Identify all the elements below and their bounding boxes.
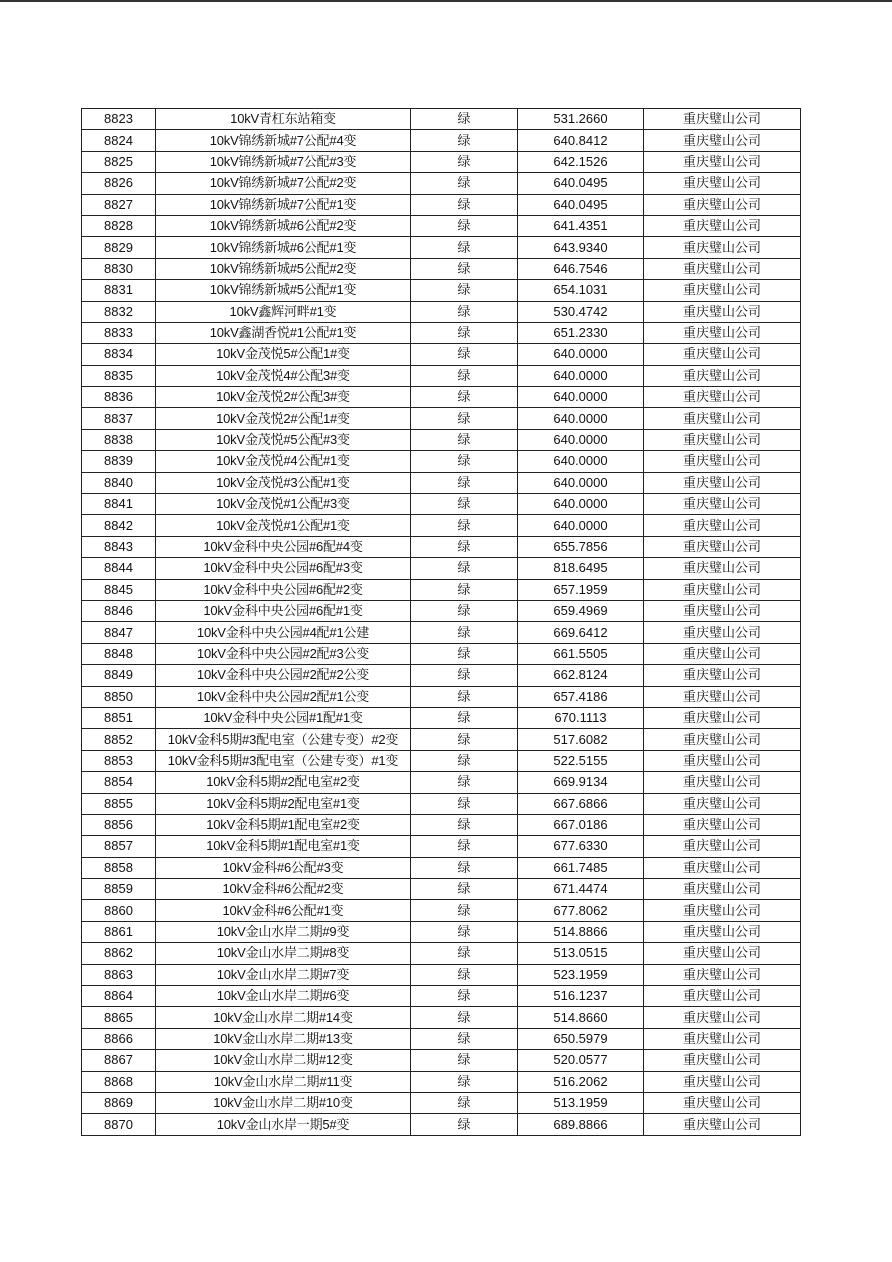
transformer-name-cell: 10kV金科中央公园#6配#2变	[156, 579, 411, 600]
row-id-cell: 8824	[82, 130, 156, 151]
transformer-name-cell: 10kV锦绣新城#6公配#2变	[156, 215, 411, 236]
row-id-cell: 8831	[82, 280, 156, 301]
color-label-cell: 绿	[411, 387, 518, 408]
company-cell: 重庆璧山公司	[644, 686, 801, 707]
company-cell: 重庆璧山公司	[644, 900, 801, 921]
table-row	[82, 900, 801, 921]
color-label-cell: 绿	[411, 900, 518, 921]
table-row	[82, 387, 801, 408]
row-id-cell: 8849	[82, 665, 156, 686]
transformer-name-cell: 10kV金茂悦#5公配#3变	[156, 429, 411, 450]
transformer-name-cell: 10kV金科5期#3配电室（公建专变）#1变	[156, 750, 411, 771]
table-row	[82, 857, 801, 878]
row-id-cell: 8863	[82, 964, 156, 985]
table-row	[82, 408, 801, 429]
row-id-cell: 8856	[82, 814, 156, 835]
row-id-cell: 8859	[82, 879, 156, 900]
transformer-name-cell: 10kV金科中央公园#4配#1公建	[156, 622, 411, 643]
transformer-name-cell: 10kV金科中央公园#6配#4变	[156, 536, 411, 557]
row-id-cell: 8869	[82, 1092, 156, 1113]
value-cell: 523.1959	[518, 964, 644, 985]
company-cell: 重庆璧山公司	[644, 665, 801, 686]
row-id-cell: 8862	[82, 943, 156, 964]
row-id-cell: 8836	[82, 387, 156, 408]
value-cell: 689.8866	[518, 1114, 644, 1135]
color-label-cell: 绿	[411, 814, 518, 835]
company-cell: 重庆璧山公司	[644, 173, 801, 194]
transformer-name-cell: 10kV锦绣新城#5公配#1变	[156, 280, 411, 301]
transformer-name-cell: 10kV金茂悦#1公配#3变	[156, 494, 411, 515]
table-row	[82, 322, 801, 343]
table-row	[82, 151, 801, 172]
table-row	[82, 1071, 801, 1092]
color-label-cell: 绿	[411, 322, 518, 343]
row-id-cell: 8850	[82, 686, 156, 707]
company-cell: 重庆璧山公司	[644, 215, 801, 236]
table-row	[82, 600, 801, 621]
table-row	[82, 707, 801, 728]
row-id-cell: 8826	[82, 173, 156, 194]
row-id-cell: 8860	[82, 900, 156, 921]
transformer-name-cell: 10kV金茂悦2#公配3#变	[156, 387, 411, 408]
company-cell: 重庆璧山公司	[644, 986, 801, 1007]
company-cell: 重庆璧山公司	[644, 1071, 801, 1092]
company-cell: 重庆璧山公司	[644, 536, 801, 557]
value-cell: 530.4742	[518, 301, 644, 322]
value-cell: 640.0495	[518, 194, 644, 215]
color-label-cell: 绿	[411, 600, 518, 621]
table-row	[82, 280, 801, 301]
row-id-cell: 8834	[82, 344, 156, 365]
table-row	[82, 365, 801, 386]
table-row	[82, 536, 801, 557]
color-label-cell: 绿	[411, 793, 518, 814]
transformer-name-cell: 10kV金科中央公园#6配#1变	[156, 600, 411, 621]
row-id-cell: 8832	[82, 301, 156, 322]
value-cell: 654.1031	[518, 280, 644, 301]
company-cell: 重庆璧山公司	[644, 109, 801, 130]
company-cell: 重庆璧山公司	[644, 429, 801, 450]
transformer-name-cell: 10kV锦绣新城#5公配#2变	[156, 258, 411, 279]
value-cell: 516.2062	[518, 1071, 644, 1092]
company-cell: 重庆璧山公司	[644, 515, 801, 536]
value-cell: 642.1526	[518, 151, 644, 172]
table-row	[82, 643, 801, 664]
table-row	[82, 301, 801, 322]
table-row	[82, 750, 801, 771]
color-label-cell: 绿	[411, 772, 518, 793]
transformer-name-cell: 10kV锦绣新城#7公配#1变	[156, 194, 411, 215]
table-row	[82, 344, 801, 365]
value-cell: 640.0000	[518, 451, 644, 472]
value-cell: 522.5155	[518, 750, 644, 771]
row-id-cell: 8864	[82, 986, 156, 1007]
table-row	[82, 173, 801, 194]
row-id-cell: 8837	[82, 408, 156, 429]
table-row	[82, 1007, 801, 1028]
transformer-name-cell: 10kV金茂悦#1公配#1变	[156, 515, 411, 536]
transformer-name-cell: 10kV金科5期#1配电室#1变	[156, 836, 411, 857]
value-cell: 514.8866	[518, 921, 644, 942]
transformer-name-cell: 10kV金科5期#2配电室#2变	[156, 772, 411, 793]
company-cell: 重庆璧山公司	[644, 857, 801, 878]
table-row	[82, 1092, 801, 1113]
table-row	[82, 215, 801, 236]
table-row	[82, 515, 801, 536]
color-label-cell: 绿	[411, 622, 518, 643]
table-row	[82, 130, 801, 151]
value-cell: 640.0000	[518, 387, 644, 408]
row-id-cell: 8858	[82, 857, 156, 878]
company-cell: 重庆璧山公司	[644, 301, 801, 322]
transformer-name-cell: 10kV金山水岸二期#10变	[156, 1092, 411, 1113]
row-id-cell: 8830	[82, 258, 156, 279]
transformer-name-cell: 10kV锦绣新城#6公配#1变	[156, 237, 411, 258]
company-cell: 重庆璧山公司	[644, 472, 801, 493]
table-row	[82, 1028, 801, 1049]
company-cell: 重庆璧山公司	[644, 707, 801, 728]
company-cell: 重庆璧山公司	[644, 772, 801, 793]
row-id-cell: 8867	[82, 1050, 156, 1071]
row-id-cell: 8829	[82, 237, 156, 258]
table-row	[82, 964, 801, 985]
company-cell: 重庆璧山公司	[644, 622, 801, 643]
transformer-name-cell: 10kV金茂悦4#公配3#变	[156, 365, 411, 386]
company-cell: 重庆璧山公司	[644, 1007, 801, 1028]
table-row	[82, 814, 801, 835]
color-label-cell: 绿	[411, 1050, 518, 1071]
color-label-cell: 绿	[411, 750, 518, 771]
value-cell: 650.5979	[518, 1028, 644, 1049]
company-cell: 重庆璧山公司	[644, 579, 801, 600]
color-label-cell: 绿	[411, 1071, 518, 1092]
table-row	[82, 686, 801, 707]
transformer-name-cell: 10kV金科5期#1配电室#2变	[156, 814, 411, 835]
transformer-name-cell: 10kV金茂悦5#公配1#变	[156, 344, 411, 365]
table-row	[82, 472, 801, 493]
table-row	[82, 579, 801, 600]
transformer-name-cell: 10kV金山水岸二期#14变	[156, 1007, 411, 1028]
row-id-cell: 8844	[82, 558, 156, 579]
color-label-cell: 绿	[411, 579, 518, 600]
row-id-cell: 8848	[82, 643, 156, 664]
color-label-cell: 绿	[411, 986, 518, 1007]
color-label-cell: 绿	[411, 536, 518, 557]
transformer-name-cell: 10kV金科5期#3配电室（公建专变）#2变	[156, 729, 411, 750]
table-row	[82, 921, 801, 942]
transformer-name-cell: 10kV金科中央公园#2配#1公变	[156, 686, 411, 707]
color-label-cell: 绿	[411, 301, 518, 322]
transformer-name-cell: 10kV金山水岸二期#11变	[156, 1071, 411, 1092]
color-label-cell: 绿	[411, 494, 518, 515]
transformer-table	[81, 108, 801, 1136]
value-cell: 655.7856	[518, 536, 644, 557]
value-cell: 516.1237	[518, 986, 644, 1007]
color-label-cell: 绿	[411, 1007, 518, 1028]
color-label-cell: 绿	[411, 921, 518, 942]
company-cell: 重庆璧山公司	[644, 836, 801, 857]
row-id-cell: 8854	[82, 772, 156, 793]
value-cell: 640.0000	[518, 365, 644, 386]
row-id-cell: 8845	[82, 579, 156, 600]
color-label-cell: 绿	[411, 109, 518, 130]
company-cell: 重庆璧山公司	[644, 943, 801, 964]
company-cell: 重庆璧山公司	[644, 280, 801, 301]
color-label-cell: 绿	[411, 472, 518, 493]
table-row	[82, 109, 801, 130]
value-cell: 646.7546	[518, 258, 644, 279]
page-top-rule	[0, 0, 892, 2]
company-cell: 重庆璧山公司	[644, 814, 801, 835]
row-id-cell: 8866	[82, 1028, 156, 1049]
value-cell: 651.2330	[518, 322, 644, 343]
row-id-cell: 8825	[82, 151, 156, 172]
value-cell: 640.0000	[518, 494, 644, 515]
color-label-cell: 绿	[411, 836, 518, 857]
transformer-name-cell: 10kV青杠东站箱变	[156, 109, 411, 130]
transformer-name-cell: 10kV金山水岸二期#13变	[156, 1028, 411, 1049]
table-row	[82, 1050, 801, 1071]
table-row	[82, 494, 801, 515]
table-row	[82, 451, 801, 472]
transformer-name-cell: 10kV金科#6公配#3变	[156, 857, 411, 878]
value-cell: 677.6330	[518, 836, 644, 857]
value-cell: 514.8660	[518, 1007, 644, 1028]
row-id-cell: 8846	[82, 600, 156, 621]
row-id-cell: 8842	[82, 515, 156, 536]
value-cell: 669.6412	[518, 622, 644, 643]
value-cell: 640.0000	[518, 429, 644, 450]
value-cell: 670.1113	[518, 707, 644, 728]
row-id-cell: 8847	[82, 622, 156, 643]
value-cell: 661.7485	[518, 857, 644, 878]
company-cell: 重庆璧山公司	[644, 921, 801, 942]
company-cell: 重庆璧山公司	[644, 793, 801, 814]
company-cell: 重庆璧山公司	[644, 558, 801, 579]
company-cell: 重庆璧山公司	[644, 1114, 801, 1135]
company-cell: 重庆璧山公司	[644, 729, 801, 750]
company-cell: 重庆璧山公司	[644, 1092, 801, 1113]
table-row	[82, 986, 801, 1007]
color-label-cell: 绿	[411, 729, 518, 750]
color-label-cell: 绿	[411, 515, 518, 536]
transformer-name-cell: 10kV金山水岸二期#8变	[156, 943, 411, 964]
color-label-cell: 绿	[411, 451, 518, 472]
row-id-cell: 8870	[82, 1114, 156, 1135]
transformer-name-cell: 10kV金山水岸二期#12变	[156, 1050, 411, 1071]
row-id-cell: 8851	[82, 707, 156, 728]
value-cell: 671.4474	[518, 879, 644, 900]
table-row	[82, 943, 801, 964]
company-cell: 重庆璧山公司	[644, 1050, 801, 1071]
color-label-cell: 绿	[411, 429, 518, 450]
company-cell: 重庆璧山公司	[644, 1028, 801, 1049]
row-id-cell: 8828	[82, 215, 156, 236]
value-cell: 640.0000	[518, 344, 644, 365]
row-id-cell: 8861	[82, 921, 156, 942]
value-cell: 640.0000	[518, 515, 644, 536]
company-cell: 重庆璧山公司	[644, 151, 801, 172]
color-label-cell: 绿	[411, 964, 518, 985]
table-row	[82, 258, 801, 279]
color-label-cell: 绿	[411, 344, 518, 365]
color-label-cell: 绿	[411, 130, 518, 151]
transformer-name-cell: 10kV金茂悦2#公配1#变	[156, 408, 411, 429]
value-cell: 677.8062	[518, 900, 644, 921]
color-label-cell: 绿	[411, 1028, 518, 1049]
table-row	[82, 429, 801, 450]
transformer-name-cell: 10kV金科中央公园#1配#1变	[156, 707, 411, 728]
color-label-cell: 绿	[411, 879, 518, 900]
row-id-cell: 8827	[82, 194, 156, 215]
row-id-cell: 8868	[82, 1071, 156, 1092]
row-id-cell: 8853	[82, 750, 156, 771]
value-cell: 667.0186	[518, 814, 644, 835]
color-label-cell: 绿	[411, 1114, 518, 1135]
table-body	[82, 109, 801, 1136]
color-label-cell: 绿	[411, 558, 518, 579]
value-cell: 659.4969	[518, 600, 644, 621]
transformer-name-cell: 10kV锦绣新城#7公配#4变	[156, 130, 411, 151]
company-cell: 重庆璧山公司	[644, 643, 801, 664]
value-cell: 667.6866	[518, 793, 644, 814]
color-label-cell: 绿	[411, 943, 518, 964]
row-id-cell: 8833	[82, 322, 156, 343]
row-id-cell: 8865	[82, 1007, 156, 1028]
transformer-name-cell: 10kV锦绣新城#7公配#2变	[156, 173, 411, 194]
company-cell: 重庆璧山公司	[644, 964, 801, 985]
value-cell: 640.0495	[518, 173, 644, 194]
company-cell: 重庆璧山公司	[644, 879, 801, 900]
value-cell: 517.6082	[518, 729, 644, 750]
color-label-cell: 绿	[411, 194, 518, 215]
color-label-cell: 绿	[411, 173, 518, 194]
company-cell: 重庆璧山公司	[644, 130, 801, 151]
table-row	[82, 194, 801, 215]
value-cell: 641.4351	[518, 215, 644, 236]
transformer-name-cell: 10kV金科#6公配#1变	[156, 900, 411, 921]
company-cell: 重庆璧山公司	[644, 258, 801, 279]
transformer-name-cell: 10kV金科中央公园#6配#3变	[156, 558, 411, 579]
company-cell: 重庆璧山公司	[644, 750, 801, 771]
row-id-cell: 8839	[82, 451, 156, 472]
transformer-name-cell: 10kV鑫辉河畔#1变	[156, 301, 411, 322]
color-label-cell: 绿	[411, 686, 518, 707]
color-label-cell: 绿	[411, 215, 518, 236]
color-label-cell: 绿	[411, 643, 518, 664]
company-cell: 重庆璧山公司	[644, 237, 801, 258]
value-cell: 640.8412	[518, 130, 644, 151]
table-row	[82, 729, 801, 750]
row-id-cell: 8841	[82, 494, 156, 515]
transformer-name-cell: 10kV金山水岸一期5#变	[156, 1114, 411, 1135]
transformer-name-cell: 10kV鑫湖香悦#1公配#1变	[156, 322, 411, 343]
table-row	[82, 879, 801, 900]
transformer-name-cell: 10kV金科#6公配#2变	[156, 879, 411, 900]
transformer-name-cell: 10kV金山水岸二期#9变	[156, 921, 411, 942]
value-cell: 657.1959	[518, 579, 644, 600]
color-label-cell: 绿	[411, 237, 518, 258]
transformer-name-cell: 10kV金茂悦#3公配#1变	[156, 472, 411, 493]
value-cell: 531.2660	[518, 109, 644, 130]
table-row	[82, 772, 801, 793]
value-cell: 520.0577	[518, 1050, 644, 1071]
company-cell: 重庆璧山公司	[644, 494, 801, 515]
color-label-cell: 绿	[411, 408, 518, 429]
value-cell: 513.1959	[518, 1092, 644, 1113]
table-row	[82, 836, 801, 857]
row-id-cell: 8843	[82, 536, 156, 557]
value-cell: 643.9340	[518, 237, 644, 258]
value-cell: 640.0000	[518, 472, 644, 493]
value-cell: 669.9134	[518, 772, 644, 793]
transformer-name-cell: 10kV金茂悦#4公配#1变	[156, 451, 411, 472]
color-label-cell: 绿	[411, 258, 518, 279]
row-id-cell: 8835	[82, 365, 156, 386]
color-label-cell: 绿	[411, 280, 518, 301]
table-row	[82, 237, 801, 258]
value-cell: 640.0000	[518, 408, 644, 429]
value-cell: 818.6495	[518, 558, 644, 579]
transformer-name-cell: 10kV金科中央公园#2配#3公变	[156, 643, 411, 664]
company-cell: 重庆璧山公司	[644, 408, 801, 429]
table-row	[82, 622, 801, 643]
value-cell: 662.8124	[518, 665, 644, 686]
color-label-cell: 绿	[411, 665, 518, 686]
transformer-name-cell: 10kV金山水岸二期#7变	[156, 964, 411, 985]
transformer-name-cell: 10kV金科5期#2配电室#1变	[156, 793, 411, 814]
company-cell: 重庆璧山公司	[644, 344, 801, 365]
row-id-cell: 8857	[82, 836, 156, 857]
company-cell: 重庆璧山公司	[644, 194, 801, 215]
transformer-name-cell: 10kV锦绣新城#7公配#3变	[156, 151, 411, 172]
table-row	[82, 558, 801, 579]
value-cell: 661.5505	[518, 643, 644, 664]
transformer-name-cell: 10kV金山水岸二期#6变	[156, 986, 411, 1007]
color-label-cell: 绿	[411, 707, 518, 728]
row-id-cell: 8855	[82, 793, 156, 814]
row-id-cell: 8852	[82, 729, 156, 750]
table-row	[82, 665, 801, 686]
value-cell: 657.4186	[518, 686, 644, 707]
row-id-cell: 8840	[82, 472, 156, 493]
color-label-cell: 绿	[411, 151, 518, 172]
value-cell: 513.0515	[518, 943, 644, 964]
table-row	[82, 793, 801, 814]
row-id-cell: 8823	[82, 109, 156, 130]
company-cell: 重庆璧山公司	[644, 387, 801, 408]
transformer-name-cell: 10kV金科中央公园#2配#2公变	[156, 665, 411, 686]
company-cell: 重庆璧山公司	[644, 322, 801, 343]
row-id-cell: 8838	[82, 429, 156, 450]
color-label-cell: 绿	[411, 1092, 518, 1113]
table-row	[82, 1114, 801, 1135]
company-cell: 重庆璧山公司	[644, 365, 801, 386]
company-cell: 重庆璧山公司	[644, 600, 801, 621]
company-cell: 重庆璧山公司	[644, 451, 801, 472]
color-label-cell: 绿	[411, 857, 518, 878]
color-label-cell: 绿	[411, 365, 518, 386]
